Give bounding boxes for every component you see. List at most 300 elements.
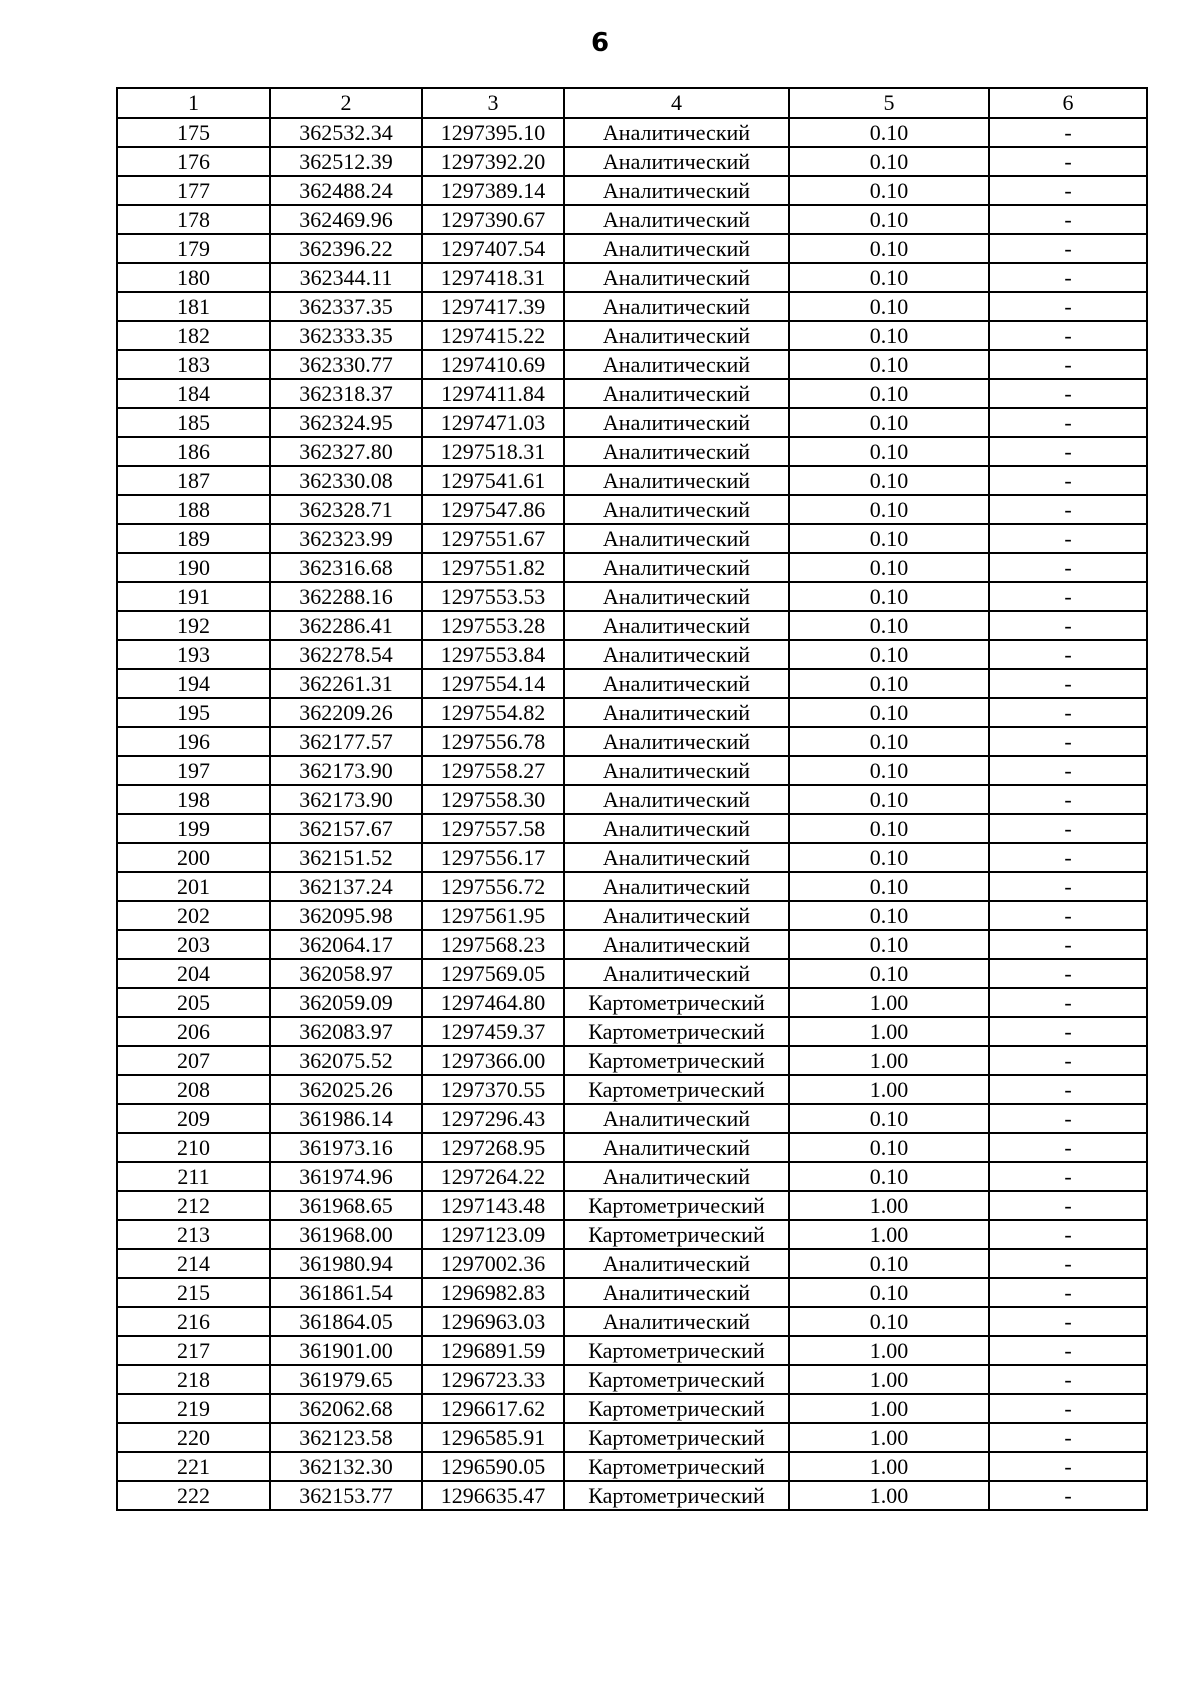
method-cell: Аналитический	[564, 379, 789, 408]
accuracy-cell: 0.10	[789, 669, 989, 698]
method-cell: Картометрический	[564, 1191, 789, 1220]
method-cell: Аналитический	[564, 727, 789, 756]
method-cell: Аналитический	[564, 292, 789, 321]
table-row	[117, 727, 1147, 756]
point-number-cell: 187	[117, 466, 270, 495]
accuracy-cell: 0.10	[789, 350, 989, 379]
point-number-cell: 219	[117, 1394, 270, 1423]
accuracy-cell: 1.00	[789, 1481, 989, 1510]
note-cell: -	[989, 640, 1147, 669]
method-cell: Аналитический	[564, 1104, 789, 1133]
point-number-cell: 202	[117, 901, 270, 930]
table-row	[117, 1423, 1147, 1452]
note-cell: -	[989, 147, 1147, 176]
method-cell: Аналитический	[564, 785, 789, 814]
y-coordinate-cell: 1297556.72	[422, 872, 564, 901]
method-cell: Аналитический	[564, 1162, 789, 1191]
accuracy-cell: 1.00	[789, 1191, 989, 1220]
x-coordinate-cell: 362328.71	[270, 495, 422, 524]
note-cell: -	[989, 1307, 1147, 1336]
table-row	[117, 292, 1147, 321]
note-cell: -	[989, 1452, 1147, 1481]
y-coordinate-cell: 1297407.54	[422, 234, 564, 263]
note-cell: -	[989, 1249, 1147, 1278]
y-coordinate-cell: 1297268.95	[422, 1133, 564, 1162]
x-coordinate-cell: 362075.52	[270, 1046, 422, 1075]
note-cell: -	[989, 379, 1147, 408]
accuracy-cell: 1.00	[789, 1452, 989, 1481]
table-row	[117, 1394, 1147, 1423]
x-coordinate-cell: 362059.09	[270, 988, 422, 1017]
note-cell: -	[989, 118, 1147, 147]
x-coordinate-cell: 362532.34	[270, 118, 422, 147]
note-cell: -	[989, 1162, 1147, 1191]
y-coordinate-cell: 1297464.80	[422, 988, 564, 1017]
x-coordinate-cell: 362261.31	[270, 669, 422, 698]
point-number-cell: 207	[117, 1046, 270, 1075]
point-number-cell: 179	[117, 234, 270, 263]
point-number-cell: 186	[117, 437, 270, 466]
table-row	[117, 1220, 1147, 1249]
note-cell: -	[989, 1017, 1147, 1046]
point-number-cell: 196	[117, 727, 270, 756]
accuracy-cell: 1.00	[789, 1017, 989, 1046]
point-number-cell: 191	[117, 582, 270, 611]
table-row	[117, 1249, 1147, 1278]
note-cell: -	[989, 350, 1147, 379]
table-row	[117, 698, 1147, 727]
method-cell: Аналитический	[564, 698, 789, 727]
x-coordinate-cell: 361901.00	[270, 1336, 422, 1365]
table-row	[117, 1307, 1147, 1336]
table-row	[117, 1104, 1147, 1133]
point-number-cell: 198	[117, 785, 270, 814]
y-coordinate-cell: 1297459.37	[422, 1017, 564, 1046]
point-number-cell: 215	[117, 1278, 270, 1307]
x-coordinate-cell: 362318.37	[270, 379, 422, 408]
method-cell: Аналитический	[564, 350, 789, 379]
y-coordinate-cell: 1297392.20	[422, 147, 564, 176]
note-cell: -	[989, 1046, 1147, 1075]
accuracy-cell: 0.10	[789, 1104, 989, 1133]
accuracy-cell: 0.10	[789, 1133, 989, 1162]
column-header-6: 6	[989, 88, 1147, 118]
accuracy-cell: 0.10	[789, 872, 989, 901]
note-cell: -	[989, 785, 1147, 814]
x-coordinate-cell: 362173.90	[270, 756, 422, 785]
page-number: 6	[590, 28, 610, 58]
accuracy-cell: 1.00	[789, 1365, 989, 1394]
x-coordinate-cell: 362025.26	[270, 1075, 422, 1104]
note-cell: -	[989, 1365, 1147, 1394]
table-row	[117, 234, 1147, 263]
method-cell: Аналитический	[564, 930, 789, 959]
point-number-cell: 209	[117, 1104, 270, 1133]
table-row	[117, 959, 1147, 988]
point-number-cell: 200	[117, 843, 270, 872]
y-coordinate-cell: 1296585.91	[422, 1423, 564, 1452]
table-row	[117, 263, 1147, 292]
x-coordinate-cell: 361861.54	[270, 1278, 422, 1307]
accuracy-cell: 0.10	[789, 1162, 989, 1191]
column-header-3: 3	[422, 88, 564, 118]
accuracy-cell: 0.10	[789, 408, 989, 437]
y-coordinate-cell: 1297553.84	[422, 640, 564, 669]
y-coordinate-cell: 1297418.31	[422, 263, 564, 292]
table-row	[117, 611, 1147, 640]
accuracy-cell: 0.10	[789, 698, 989, 727]
note-cell: -	[989, 1481, 1147, 1510]
accuracy-cell: 0.10	[789, 553, 989, 582]
note-cell: -	[989, 727, 1147, 756]
y-coordinate-cell: 1297554.14	[422, 669, 564, 698]
table-row	[117, 437, 1147, 466]
point-number-cell: 178	[117, 205, 270, 234]
accuracy-cell: 0.10	[789, 843, 989, 872]
table-row	[117, 582, 1147, 611]
x-coordinate-cell: 362469.96	[270, 205, 422, 234]
note-cell: -	[989, 1220, 1147, 1249]
note-cell: -	[989, 814, 1147, 843]
method-cell: Картометрический	[564, 1365, 789, 1394]
table-row	[117, 1336, 1147, 1365]
point-number-cell: 205	[117, 988, 270, 1017]
accuracy-cell: 0.10	[789, 756, 989, 785]
y-coordinate-cell: 1297411.84	[422, 379, 564, 408]
table-row	[117, 640, 1147, 669]
x-coordinate-cell: 361980.94	[270, 1249, 422, 1278]
x-coordinate-cell: 362333.35	[270, 321, 422, 350]
x-coordinate-cell: 362316.68	[270, 553, 422, 582]
point-number-cell: 221	[117, 1452, 270, 1481]
x-coordinate-cell: 362083.97	[270, 1017, 422, 1046]
y-coordinate-cell: 1296963.03	[422, 1307, 564, 1336]
x-coordinate-cell: 362488.24	[270, 176, 422, 205]
note-cell: -	[989, 872, 1147, 901]
accuracy-cell: 0.10	[789, 959, 989, 988]
point-number-cell: 183	[117, 350, 270, 379]
point-number-cell: 194	[117, 669, 270, 698]
table-row	[117, 1481, 1147, 1510]
method-cell: Аналитический	[564, 1307, 789, 1336]
accuracy-cell: 0.10	[789, 611, 989, 640]
method-cell: Аналитический	[564, 321, 789, 350]
method-cell: Аналитический	[564, 524, 789, 553]
accuracy-cell: 0.10	[789, 1307, 989, 1336]
accuracy-cell: 0.10	[789, 321, 989, 350]
x-coordinate-cell: 361968.00	[270, 1220, 422, 1249]
point-number-cell: 192	[117, 611, 270, 640]
accuracy-cell: 1.00	[789, 1423, 989, 1452]
method-cell: Картометрический	[564, 1017, 789, 1046]
accuracy-cell: 0.10	[789, 524, 989, 553]
x-coordinate-cell: 362058.97	[270, 959, 422, 988]
note-cell: -	[989, 669, 1147, 698]
accuracy-cell: 0.10	[789, 582, 989, 611]
method-cell: Аналитический	[564, 1133, 789, 1162]
accuracy-cell: 0.10	[789, 785, 989, 814]
y-coordinate-cell: 1297556.17	[422, 843, 564, 872]
method-cell: Аналитический	[564, 234, 789, 263]
table-row	[117, 930, 1147, 959]
point-number-cell: 206	[117, 1017, 270, 1046]
x-coordinate-cell: 362177.57	[270, 727, 422, 756]
y-coordinate-cell: 1297389.14	[422, 176, 564, 205]
column-header-4: 4	[564, 88, 789, 118]
note-cell: -	[989, 611, 1147, 640]
accuracy-cell: 0.10	[789, 930, 989, 959]
y-coordinate-cell: 1297558.30	[422, 785, 564, 814]
y-coordinate-cell: 1297123.09	[422, 1220, 564, 1249]
point-number-cell: 212	[117, 1191, 270, 1220]
method-cell: Аналитический	[564, 437, 789, 466]
note-cell: -	[989, 408, 1147, 437]
table-row	[117, 408, 1147, 437]
y-coordinate-cell: 1297395.10	[422, 118, 564, 147]
x-coordinate-cell: 362095.98	[270, 901, 422, 930]
accuracy-cell: 1.00	[789, 988, 989, 1017]
accuracy-cell: 0.10	[789, 640, 989, 669]
point-number-cell: 222	[117, 1481, 270, 1510]
note-cell: -	[989, 1133, 1147, 1162]
method-cell: Аналитический	[564, 147, 789, 176]
note-cell: -	[989, 1075, 1147, 1104]
note-cell: -	[989, 1394, 1147, 1423]
note-cell: -	[989, 843, 1147, 872]
point-number-cell: 193	[117, 640, 270, 669]
y-coordinate-cell: 1297551.82	[422, 553, 564, 582]
table-row	[117, 350, 1147, 379]
method-cell: Аналитический	[564, 176, 789, 205]
method-cell: Картометрический	[564, 1423, 789, 1452]
table-row	[117, 1278, 1147, 1307]
x-coordinate-cell: 361979.65	[270, 1365, 422, 1394]
x-coordinate-cell: 362151.52	[270, 843, 422, 872]
point-number-cell: 203	[117, 930, 270, 959]
point-number-cell: 189	[117, 524, 270, 553]
table-row	[117, 524, 1147, 553]
x-coordinate-cell: 362324.95	[270, 408, 422, 437]
x-coordinate-cell: 362137.24	[270, 872, 422, 901]
point-number-cell: 214	[117, 1249, 270, 1278]
table-row	[117, 1191, 1147, 1220]
y-coordinate-cell: 1297143.48	[422, 1191, 564, 1220]
x-coordinate-cell: 362330.08	[270, 466, 422, 495]
note-cell: -	[989, 1423, 1147, 1452]
note-cell: -	[989, 959, 1147, 988]
x-coordinate-cell: 362209.26	[270, 698, 422, 727]
x-coordinate-cell: 362330.77	[270, 350, 422, 379]
note-cell: -	[989, 698, 1147, 727]
y-coordinate-cell: 1296723.33	[422, 1365, 564, 1394]
note-cell: -	[989, 1336, 1147, 1365]
note-cell: -	[989, 495, 1147, 524]
point-number-cell: 197	[117, 756, 270, 785]
y-coordinate-cell: 1297417.39	[422, 292, 564, 321]
note-cell: -	[989, 553, 1147, 582]
point-number-cell: 176	[117, 147, 270, 176]
accuracy-cell: 0.10	[789, 727, 989, 756]
table-row	[117, 872, 1147, 901]
y-coordinate-cell: 1297551.67	[422, 524, 564, 553]
y-coordinate-cell: 1297553.53	[422, 582, 564, 611]
accuracy-cell: 0.10	[789, 1249, 989, 1278]
x-coordinate-cell: 362064.17	[270, 930, 422, 959]
note-cell: -	[989, 901, 1147, 930]
header-row	[117, 88, 1147, 118]
x-coordinate-cell: 362288.16	[270, 582, 422, 611]
accuracy-cell: 0.10	[789, 292, 989, 321]
y-coordinate-cell: 1297264.22	[422, 1162, 564, 1191]
point-number-cell: 190	[117, 553, 270, 582]
note-cell: -	[989, 930, 1147, 959]
method-cell: Картометрический	[564, 1481, 789, 1510]
x-coordinate-cell: 362173.90	[270, 785, 422, 814]
table-row	[117, 988, 1147, 1017]
note-cell: -	[989, 582, 1147, 611]
x-coordinate-cell: 362396.22	[270, 234, 422, 263]
x-coordinate-cell: 362512.39	[270, 147, 422, 176]
method-cell: Аналитический	[564, 843, 789, 872]
point-number-cell: 177	[117, 176, 270, 205]
x-coordinate-cell: 361974.96	[270, 1162, 422, 1191]
x-coordinate-cell: 361986.14	[270, 1104, 422, 1133]
accuracy-cell: 0.10	[789, 437, 989, 466]
y-coordinate-cell: 1297556.78	[422, 727, 564, 756]
point-number-cell: 195	[117, 698, 270, 727]
method-cell: Аналитический	[564, 1278, 789, 1307]
column-header-5: 5	[789, 88, 989, 118]
method-cell: Картометрический	[564, 1452, 789, 1481]
x-coordinate-cell: 362132.30	[270, 1452, 422, 1481]
y-coordinate-cell: 1296982.83	[422, 1278, 564, 1307]
y-coordinate-cell: 1297569.05	[422, 959, 564, 988]
point-number-cell: 210	[117, 1133, 270, 1162]
method-cell: Картометрический	[564, 1046, 789, 1075]
table-row	[117, 901, 1147, 930]
method-cell: Аналитический	[564, 408, 789, 437]
method-cell: Аналитический	[564, 901, 789, 930]
accuracy-cell: 0.10	[789, 1278, 989, 1307]
point-number-cell: 199	[117, 814, 270, 843]
y-coordinate-cell: 1297554.82	[422, 698, 564, 727]
note-cell: -	[989, 1104, 1147, 1133]
y-coordinate-cell: 1297002.36	[422, 1249, 564, 1278]
y-coordinate-cell: 1297471.03	[422, 408, 564, 437]
accuracy-cell: 1.00	[789, 1220, 989, 1249]
note-cell: -	[989, 263, 1147, 292]
note-cell: -	[989, 205, 1147, 234]
column-header-2: 2	[270, 88, 422, 118]
table-row	[117, 785, 1147, 814]
accuracy-cell: 0.10	[789, 379, 989, 408]
note-cell: -	[989, 234, 1147, 263]
point-number-cell: 180	[117, 263, 270, 292]
accuracy-cell: 0.10	[789, 118, 989, 147]
method-cell: Аналитический	[564, 959, 789, 988]
x-coordinate-cell: 362062.68	[270, 1394, 422, 1423]
x-coordinate-cell: 362157.67	[270, 814, 422, 843]
y-coordinate-cell: 1297410.69	[422, 350, 564, 379]
note-cell: -	[989, 466, 1147, 495]
accuracy-cell: 0.10	[789, 263, 989, 292]
point-number-cell: 204	[117, 959, 270, 988]
point-number-cell: 185	[117, 408, 270, 437]
table-row	[117, 1046, 1147, 1075]
accuracy-cell: 0.10	[789, 176, 989, 205]
point-number-cell: 201	[117, 872, 270, 901]
method-cell: Аналитический	[564, 553, 789, 582]
x-coordinate-cell: 362327.80	[270, 437, 422, 466]
note-cell: -	[989, 1191, 1147, 1220]
x-coordinate-cell: 362153.77	[270, 1481, 422, 1510]
table-row	[117, 1017, 1147, 1046]
point-number-cell: 218	[117, 1365, 270, 1394]
table-row	[117, 147, 1147, 176]
y-coordinate-cell: 1297553.28	[422, 611, 564, 640]
y-coordinate-cell: 1297558.27	[422, 756, 564, 785]
table-row	[117, 321, 1147, 350]
note-cell: -	[989, 988, 1147, 1017]
point-number-cell: 182	[117, 321, 270, 350]
method-cell: Аналитический	[564, 495, 789, 524]
y-coordinate-cell: 1296590.05	[422, 1452, 564, 1481]
accuracy-cell: 0.10	[789, 466, 989, 495]
point-number-cell: 217	[117, 1336, 270, 1365]
x-coordinate-cell: 361864.05	[270, 1307, 422, 1336]
x-coordinate-cell: 362278.54	[270, 640, 422, 669]
y-coordinate-cell: 1297370.55	[422, 1075, 564, 1104]
table-row	[117, 1365, 1147, 1394]
accuracy-cell: 1.00	[789, 1394, 989, 1423]
table-row	[117, 814, 1147, 843]
point-number-cell: 213	[117, 1220, 270, 1249]
table-row	[117, 466, 1147, 495]
accuracy-cell: 1.00	[789, 1336, 989, 1365]
point-number-cell: 216	[117, 1307, 270, 1336]
method-cell: Аналитический	[564, 640, 789, 669]
y-coordinate-cell: 1297296.43	[422, 1104, 564, 1133]
accuracy-cell: 0.10	[789, 234, 989, 263]
table-row	[117, 756, 1147, 785]
table-row	[117, 843, 1147, 872]
y-coordinate-cell: 1297561.95	[422, 901, 564, 930]
table-body	[117, 118, 1147, 1510]
method-cell: Картометрический	[564, 1336, 789, 1365]
accuracy-cell: 1.00	[789, 1046, 989, 1075]
point-number-cell: 184	[117, 379, 270, 408]
column-header-1: 1	[117, 88, 270, 118]
coordinates-table	[116, 87, 1148, 1511]
method-cell: Аналитический	[564, 872, 789, 901]
y-coordinate-cell: 1297518.31	[422, 437, 564, 466]
point-number-cell: 211	[117, 1162, 270, 1191]
note-cell: -	[989, 292, 1147, 321]
method-cell: Аналитический	[564, 814, 789, 843]
method-cell: Аналитический	[564, 466, 789, 495]
y-coordinate-cell: 1297557.58	[422, 814, 564, 843]
method-cell: Картометрический	[564, 1075, 789, 1104]
y-coordinate-cell: 1296635.47	[422, 1481, 564, 1510]
x-coordinate-cell: 362344.11	[270, 263, 422, 292]
method-cell: Аналитический	[564, 263, 789, 292]
y-coordinate-cell: 1297390.67	[422, 205, 564, 234]
y-coordinate-cell: 1297366.00	[422, 1046, 564, 1075]
note-cell: -	[989, 437, 1147, 466]
table-row	[117, 176, 1147, 205]
point-number-cell: 181	[117, 292, 270, 321]
method-cell: Аналитический	[564, 669, 789, 698]
